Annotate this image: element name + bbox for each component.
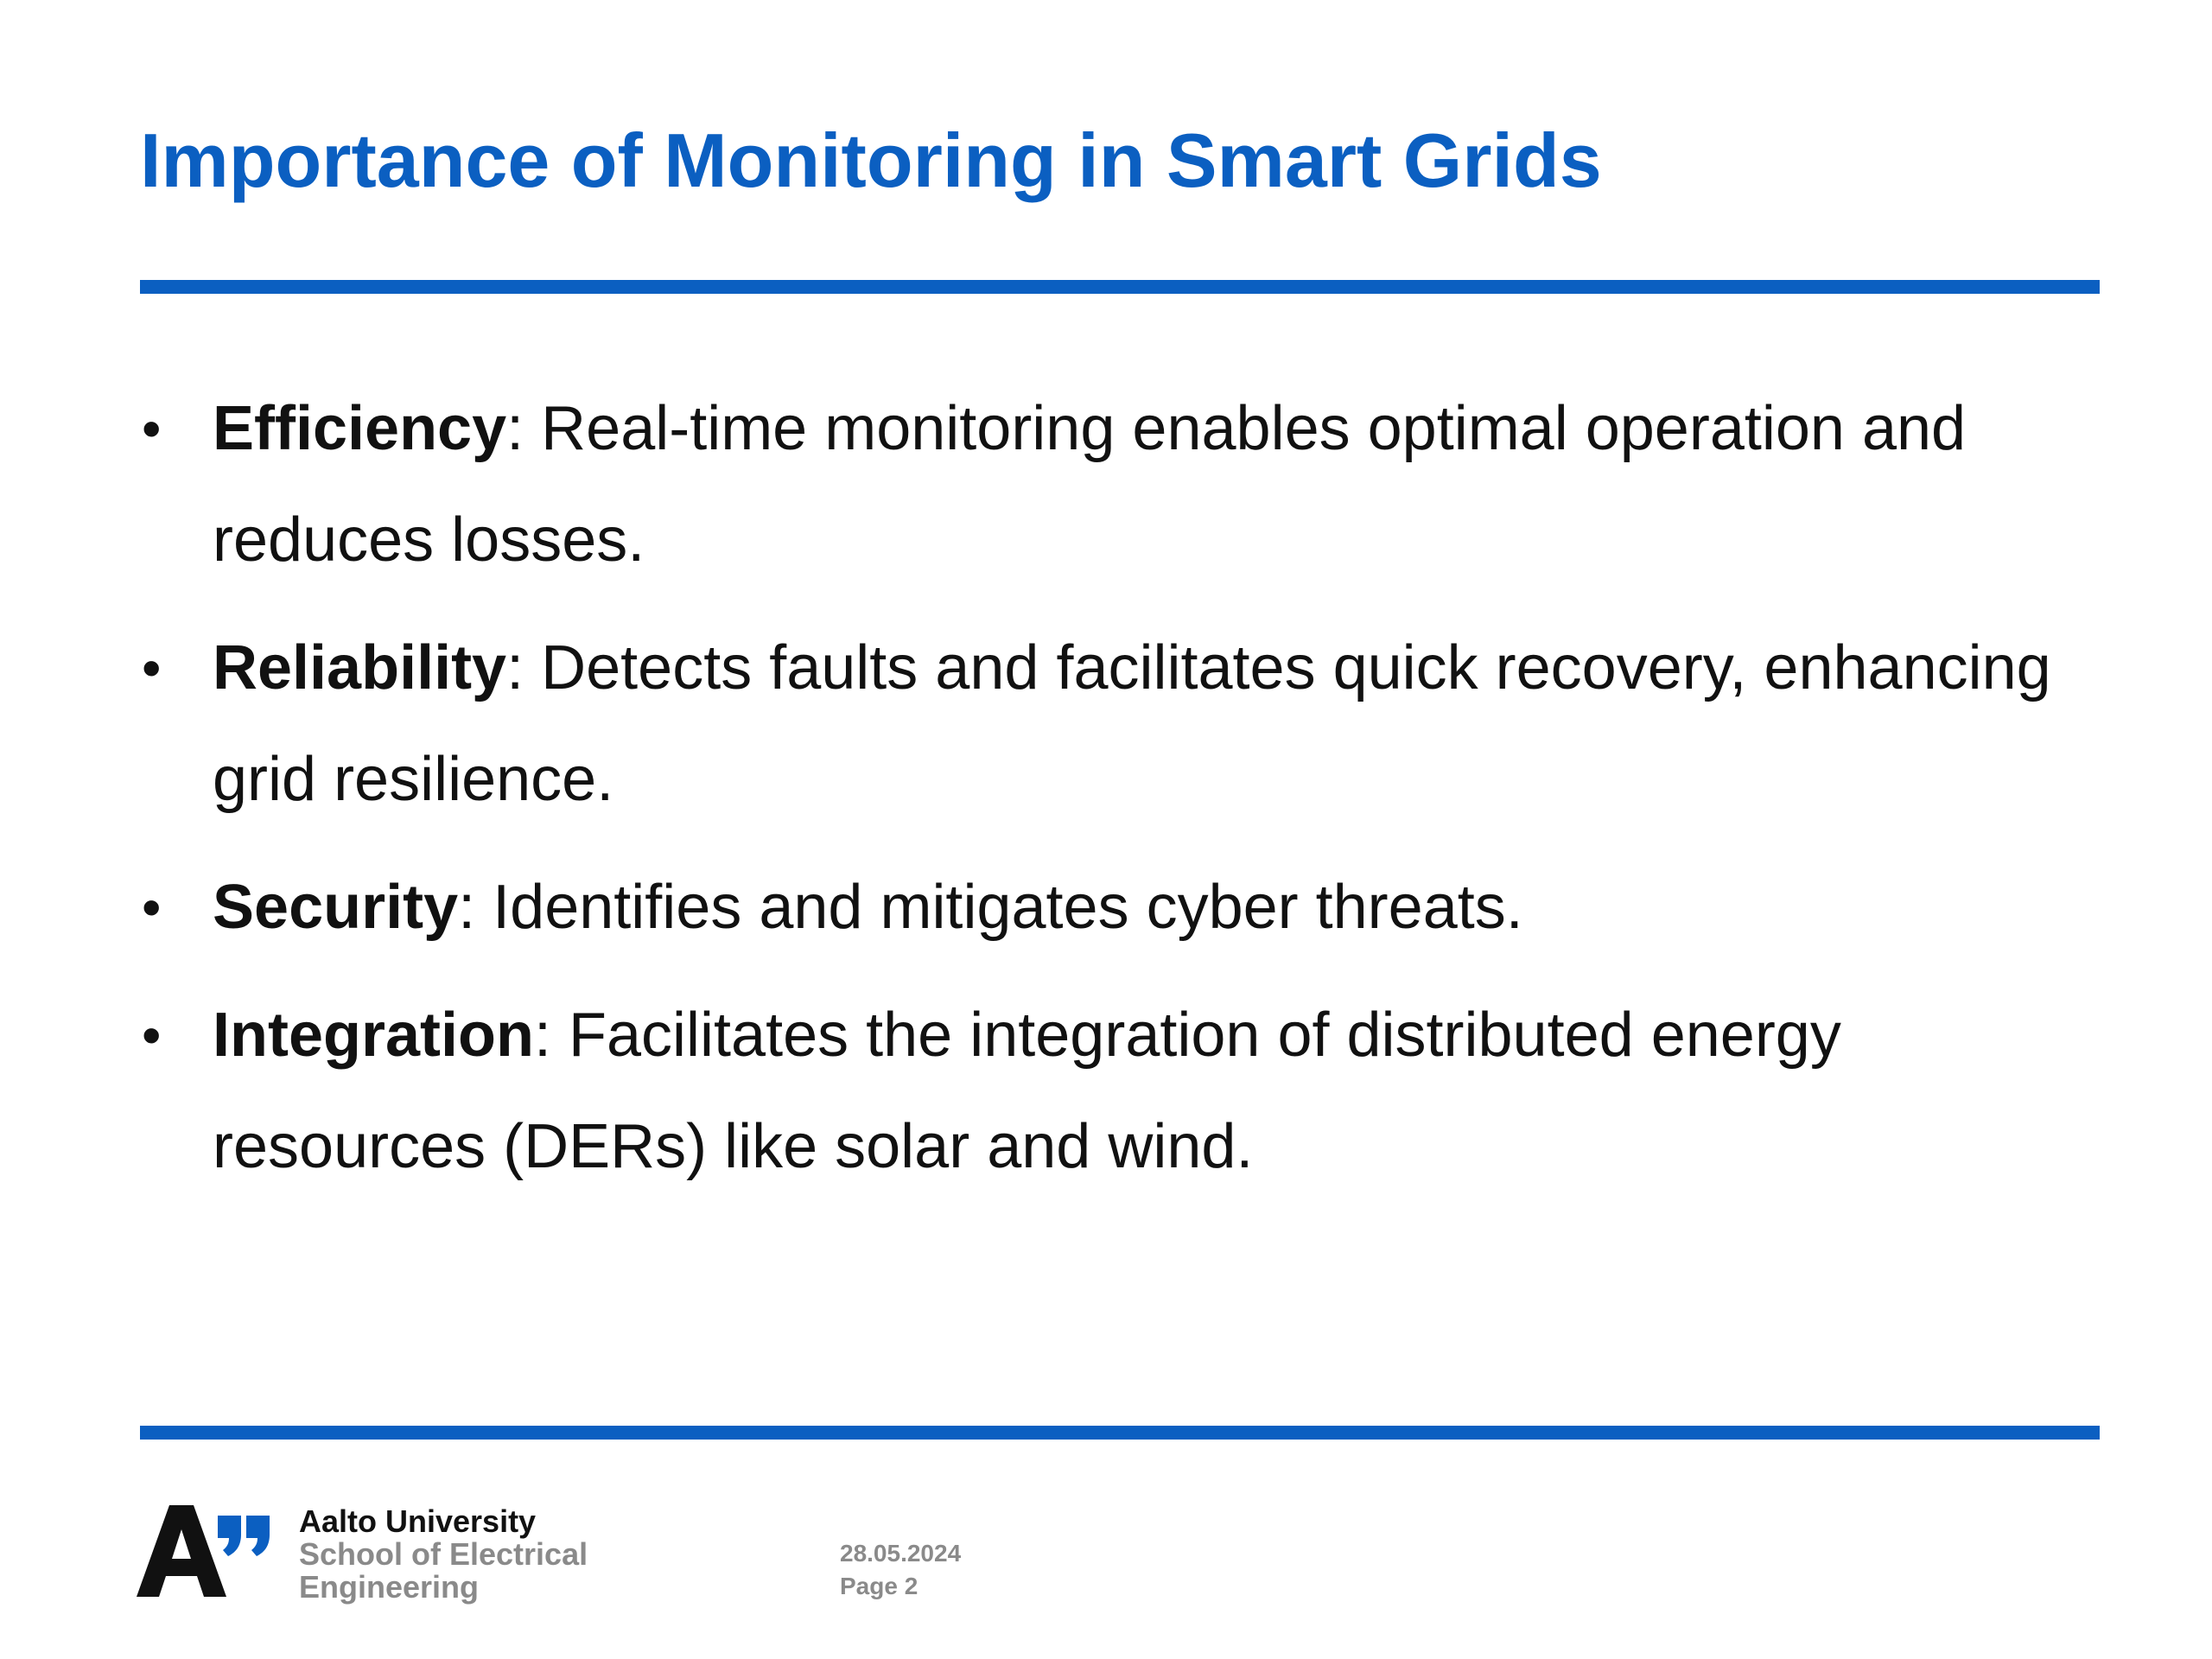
bullet-item-efficiency (140, 373, 2110, 596)
bullet-term: Integration (213, 1001, 534, 1070)
aalto-logo-icon (137, 1503, 273, 1599)
footer-date: 28.05.2024 (840, 1540, 962, 1567)
bullet-term: Efficiency (213, 394, 507, 463)
bullet-item-integration (140, 980, 2110, 1203)
bullet-term: Security (213, 873, 459, 942)
slide-title: Importance of Monitoring in Smart Grids (140, 118, 1602, 203)
bullet-marker: • (142, 876, 162, 938)
bullet-text: : Detects faults and facilitates quick recovery, enhancing grid resilience. (213, 633, 2051, 814)
bullet-marker: • (142, 1004, 162, 1066)
bullet-text: : Identifies and mitigates cyber threats. (458, 873, 1523, 942)
bullet-text: : Facilitates the integration of distributed energy resources (DERs) like solar and wind. (213, 1001, 1841, 1181)
university-name: Aalto University (299, 1503, 537, 1539)
school-name: School of Electrical Engineering (299, 1536, 588, 1605)
bullet-marker: • (142, 397, 162, 460)
bullet-marker: • (142, 637, 162, 699)
title-divider (140, 280, 2100, 294)
bullet-text: : Real-time monitoring enables optimal operation and reduces losses. (213, 394, 1967, 575)
page-number: Page 2 (840, 1573, 918, 1599)
footer-divider (140, 1426, 2100, 1440)
bullet-item-security (140, 852, 2110, 963)
bullet-list (140, 373, 2110, 1219)
bullet-item-reliability (140, 613, 2110, 836)
bullet-term: Reliability (213, 633, 507, 702)
